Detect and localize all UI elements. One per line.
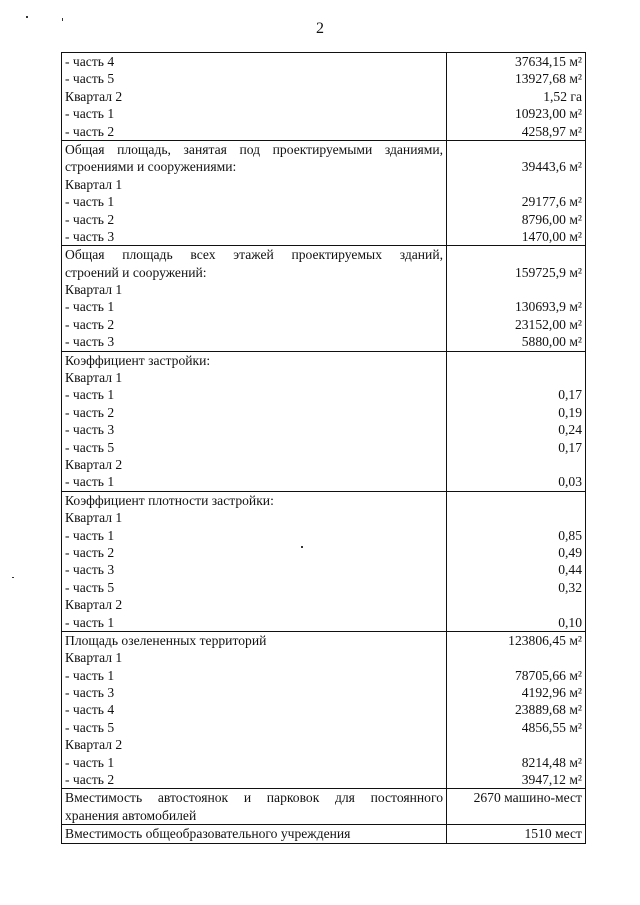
row-value-cell [447,789,586,825]
value-line: 23152,00 м² [514,316,582,332]
label-line: Квартал 2 [65,88,123,104]
row-label-cell [62,825,447,843]
label-line: Квартал 1 [65,370,123,386]
row-label-cell [62,246,447,351]
label-line: - часть 1 [65,754,115,770]
label-line: - часть 1 [65,614,115,630]
value-line: 4258,97 м² [521,123,582,139]
row-label-cell [62,789,447,825]
row-label-cell [62,631,447,789]
row-label-cell [62,53,447,141]
value-line [450,281,582,298]
label-line: - часть 3 [65,228,115,244]
value-line [450,369,582,386]
value-line: 4856,55 м² [521,719,582,735]
scan-mark [12,577,14,578]
label-line: Квартал 2 [65,456,123,472]
label-line: - часть 1 [65,299,115,315]
value-line [450,807,582,824]
value-line: 0,49 [558,544,582,560]
label-line: - часть 3 [65,562,115,578]
value-line: 0,03 [558,474,582,490]
value-line [450,176,582,193]
value-line [450,492,582,509]
label-line: хранения автомобилей [65,807,197,823]
page-number: 2 [316,20,324,37]
label-line: Квартал 2 [65,737,123,753]
label-line: - часть 2 [65,544,115,560]
row-value-cell [447,631,586,789]
value-line: 0,85 [558,527,582,543]
value-line: 0,10 [558,614,582,630]
value-line: 0,17 [558,439,582,455]
value-line: 123806,45 м² [508,632,582,648]
table-row-density-ratio [62,491,586,631]
table-row-part-row-1 [62,53,586,141]
value-line: 23889,68 м² [514,702,582,718]
label-line: Общая площадь, занятая под проектируемыми зданиями, [65,141,443,157]
label-line: - часть 5 [65,579,115,595]
value-line: 39443,6 м² [521,159,582,175]
label-line: - часть 3 [65,685,115,701]
value-line: 130693,9 м² [514,299,582,315]
value-line: 0,24 [558,422,582,438]
value-line: 2670 машино-мест [473,790,582,806]
value-line: 29177,6 м² [521,194,582,210]
value-line [450,596,582,613]
label-line: Коэффициент плотности застройки: [65,492,274,508]
value-line: 0,19 [558,404,582,420]
label-line: - часть 3 [65,422,115,438]
row-value-cell [447,53,586,141]
value-line: 5880,00 м² [521,334,582,350]
value-line [450,456,582,473]
label-line: - часть 1 [65,667,115,683]
value-line: 0,44 [558,562,582,578]
label-line: - часть 5 [65,719,115,735]
row-label-cell [62,351,447,491]
label-line: - часть 4 [65,702,115,718]
value-line [450,141,582,158]
row-label-cell [62,491,447,631]
label-line: - часть 2 [65,772,115,788]
value-line [450,509,582,526]
label-line: Квартал 1 [65,650,123,666]
label-line: - часть 3 [65,334,115,350]
label-line: Квартал 1 [65,176,123,192]
value-line [450,649,582,666]
value-line: 10923,00 м² [514,106,582,122]
label-line: Коэффициент застройки: [65,352,211,368]
value-line: 8214,48 м² [521,754,582,770]
table-row-green-area [62,631,586,789]
table-row-school-capacity [62,825,586,843]
row-label-cell [62,140,447,245]
value-line: 1470,00 м² [521,228,582,244]
label-line: - часть 2 [65,316,115,332]
label-line: Общая площадь всех этажей проектируемых зданий, [65,247,443,263]
label-line: Квартал 1 [65,282,123,298]
value-line: 0,32 [558,579,582,595]
label-line: - часть 1 [65,106,115,122]
label-line: - часть 2 [65,123,115,139]
value-line: 4192,96 м² [521,685,582,701]
value-line: 78705,66 м² [514,667,582,683]
table-row-parking-capacity [62,789,586,825]
label-line: строений и сооружений: [65,264,207,280]
label-line: - часть 2 [65,211,115,227]
label-line: - часть 4 [65,54,115,69]
value-line: 0,17 [558,387,582,403]
label-line: Вместимость общеобразовательного учреждения [65,826,351,842]
value-line [450,352,582,369]
scan-mark [62,18,63,21]
table-row-built-area [62,140,586,245]
row-value-cell [447,246,586,351]
label-line: Квартал 2 [65,597,123,613]
value-line: 3947,12 м² [521,772,582,788]
value-line: 13927,68 м² [514,71,582,87]
value-line [450,246,582,263]
table-row-floor-area [62,246,586,351]
value-line: 1,52 га [543,88,582,104]
indicators-table [61,52,586,844]
label-line: - часть 1 [65,474,115,490]
label-line: строениями и сооружениями: [65,159,237,175]
value-line [450,736,582,753]
label-line: - часть 1 [65,527,115,543]
label-line: - часть 1 [65,194,115,210]
row-value-cell [447,491,586,631]
value-line: 37634,15 м² [514,54,582,69]
label-line: Площадь озелененных территорий [65,632,267,648]
label-line: Квартал 1 [65,510,123,526]
label-line: Вместимость автостоянок и парковок для постоянного [65,790,443,806]
label-line: - часть 5 [65,439,115,455]
value-line: 159725,9 м² [514,264,582,280]
row-value-cell [447,140,586,245]
label-line: - часть 2 [65,404,115,420]
row-value-cell [447,825,586,843]
table-row-coverage-ratio [62,351,586,491]
label-line: - часть 5 [65,71,115,87]
scan-mark [26,16,28,18]
value-line: 1510 мест [524,826,582,842]
value-line: 8796,00 м² [521,211,582,227]
row-value-cell [447,351,586,491]
label-line: - часть 1 [65,387,115,403]
